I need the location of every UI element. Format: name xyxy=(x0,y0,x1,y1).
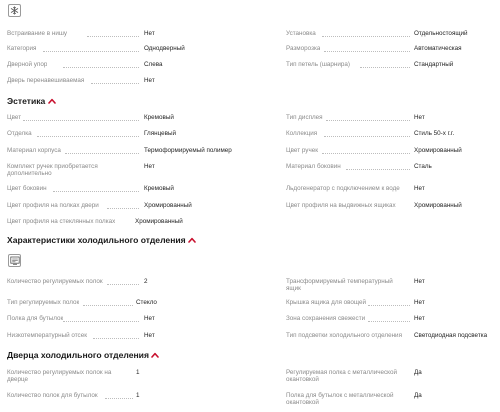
dotted-leader xyxy=(83,305,133,306)
dotted-leader xyxy=(346,169,410,170)
spec-row xyxy=(7,369,247,383)
spec-row xyxy=(286,30,496,44)
spec-value: Сталь xyxy=(414,163,432,170)
spec-label: Цвет ручек xyxy=(286,147,318,154)
spec-value: Нет xyxy=(144,332,155,339)
spec-value: Хромированный xyxy=(135,218,183,225)
dotted-leader xyxy=(368,305,410,306)
spec-value: Нет xyxy=(414,278,425,285)
spec-label: Цвет боковин xyxy=(7,185,47,192)
dotted-leader xyxy=(63,67,139,68)
spec-label: Цвет профиля на выдвижных ящиках xyxy=(286,202,396,209)
spec-value: Кремовый xyxy=(144,185,174,192)
spec-label: Комплект ручек приобретается дополнительно xyxy=(7,163,98,178)
dotted-leader xyxy=(107,284,139,285)
spec-row xyxy=(7,278,247,292)
spec-row xyxy=(286,278,496,292)
spec-row xyxy=(7,332,247,346)
spec-row xyxy=(7,315,247,329)
spec-row xyxy=(286,130,496,144)
spec-row xyxy=(286,61,496,75)
spec-row xyxy=(286,45,496,59)
spec-label: Коллекция xyxy=(286,130,318,137)
section-title-aesthetics[interactable] xyxy=(7,96,56,106)
spec-label: Регулируемая полка с металлической окантовкой xyxy=(286,369,397,384)
section-title-label: Эстетика xyxy=(7,96,46,106)
spec-value: Хромированный xyxy=(414,202,462,209)
spec-row xyxy=(7,77,247,91)
spec-label: Дверь перенавешиваемая xyxy=(7,77,85,84)
dotted-leader xyxy=(322,153,410,154)
dotted-leader xyxy=(324,51,410,52)
spec-label: Трансформируемый температурный ящик xyxy=(286,278,393,293)
spec-row xyxy=(286,299,496,313)
dotted-leader xyxy=(37,136,139,137)
spec-label: Количество регулируемых полок на дверце xyxy=(7,369,112,384)
spec-value: Автоматическая xyxy=(414,45,462,52)
spec-label: Тип петель (шарнира) xyxy=(286,61,351,68)
spec-label: Тип регулируемых полок xyxy=(7,299,80,306)
spec-value: 2 xyxy=(144,278,148,285)
spec-label: Дверной упор xyxy=(7,61,48,68)
spec-value: Да xyxy=(414,369,422,376)
spec-label: Цвет профиля на полках двери xyxy=(7,202,99,209)
spec-value: Нет xyxy=(144,77,155,84)
section-title-fridge[interactable] xyxy=(7,235,196,245)
spec-row xyxy=(286,392,496,406)
spec-label: Тип дисплея xyxy=(286,114,323,121)
spec-label: Материал корпуса xyxy=(7,147,61,154)
spec-value: 1 xyxy=(136,392,140,399)
fridge-display-icon xyxy=(8,254,21,267)
chevron-up-icon xyxy=(151,350,159,360)
spec-label: Встраивание в нишу xyxy=(7,30,68,37)
spec-row xyxy=(7,45,247,59)
dotted-leader xyxy=(326,120,410,121)
dotted-leader xyxy=(324,136,410,137)
spec-label: Цвет xyxy=(7,114,22,121)
dotted-leader xyxy=(107,208,139,209)
spec-row xyxy=(7,202,247,216)
spec-label: Разморозка xyxy=(286,45,321,52)
spec-value: Светодиодная подсветка xyxy=(414,332,488,339)
dotted-leader xyxy=(322,36,410,37)
spec-value: Отдельностоящий xyxy=(414,30,468,37)
spec-label: Отделка xyxy=(7,130,32,137)
spec-value: Однодверный xyxy=(144,45,185,52)
dotted-leader xyxy=(87,36,139,37)
spec-label: Тип подсветки холодильного отделения xyxy=(286,332,402,339)
spec-row xyxy=(7,163,247,177)
spec-label: Низкотемпературный отсек xyxy=(7,332,87,339)
spec-value: Термоформируемый полимер xyxy=(144,147,232,154)
spec-row xyxy=(7,114,247,128)
spec-row xyxy=(7,185,247,199)
section-title-label: Дверца холодильного отделения xyxy=(7,350,149,360)
spec-value: Нет xyxy=(144,30,155,37)
spec-row xyxy=(286,147,496,161)
spec-row xyxy=(286,332,496,346)
chevron-up-icon xyxy=(188,235,196,245)
spec-value: 1 xyxy=(136,369,140,376)
spec-row xyxy=(7,218,247,232)
spec-value: Хромированный xyxy=(144,202,192,209)
dotted-leader xyxy=(43,51,139,52)
spec-value: Нет xyxy=(414,185,425,192)
spec-row xyxy=(286,315,496,329)
spec-label: Материал боковин xyxy=(286,163,341,170)
dotted-leader xyxy=(53,191,139,192)
dotted-leader xyxy=(65,153,139,154)
dotted-leader xyxy=(360,67,410,68)
spec-value: Кремовый xyxy=(144,114,174,121)
spec-label: Цвет профиля на стеклянных полках xyxy=(7,218,116,225)
spec-row xyxy=(7,30,247,44)
spec-value: Слева xyxy=(144,61,163,68)
spec-value: Глянцевый xyxy=(144,130,177,137)
spec-row xyxy=(286,202,496,216)
spec-value: Хромированный xyxy=(414,147,462,154)
dotted-leader xyxy=(23,120,139,121)
spec-value: Нет xyxy=(414,315,425,322)
spec-value: Стандартный xyxy=(414,61,454,68)
spec-label: Полка для бутылок с металлической окантовкой xyxy=(286,392,394,407)
spec-row xyxy=(7,130,247,144)
spec-label: Установка xyxy=(286,30,316,37)
spec-label: Количество регулируемых полок xyxy=(7,278,103,285)
spec-label: Льдогенератор с подключением к воде xyxy=(286,185,400,192)
dotted-leader xyxy=(63,321,139,322)
spec-row xyxy=(286,114,496,128)
dotted-leader xyxy=(368,321,410,322)
chevron-up-icon xyxy=(48,96,56,106)
spec-value: Да xyxy=(414,392,422,399)
dotted-leader xyxy=(91,83,139,84)
section-title-door[interactable] xyxy=(7,350,159,360)
snowflake-icon xyxy=(8,4,21,17)
spec-value: Стекло xyxy=(136,299,157,306)
spec-row xyxy=(7,61,247,75)
dotted-leader xyxy=(93,338,139,339)
dotted-leader xyxy=(105,398,133,399)
spec-value: Стиль 50-х г.г. xyxy=(414,130,455,137)
spec-row xyxy=(7,299,247,313)
spec-label: Полка для бутылок xyxy=(7,315,64,322)
spec-value: Нет xyxy=(144,315,155,322)
section-title-label: Характеристики холодильного отделения xyxy=(7,235,186,245)
spec-row xyxy=(286,369,496,383)
spec-label: Категория xyxy=(7,45,37,52)
spec-value: Нет xyxy=(414,114,425,121)
spec-row xyxy=(286,185,496,199)
spec-value: Нет xyxy=(144,163,155,170)
spec-label: Зона сохранения свежести xyxy=(286,315,366,322)
spec-label: Количество полок для бутылок xyxy=(7,392,98,399)
spec-row xyxy=(286,163,496,177)
spec-value: Нет xyxy=(414,299,425,306)
spec-row xyxy=(7,147,247,161)
spec-row xyxy=(7,392,247,406)
spec-label: Крышка ящика для овощей xyxy=(286,299,367,306)
